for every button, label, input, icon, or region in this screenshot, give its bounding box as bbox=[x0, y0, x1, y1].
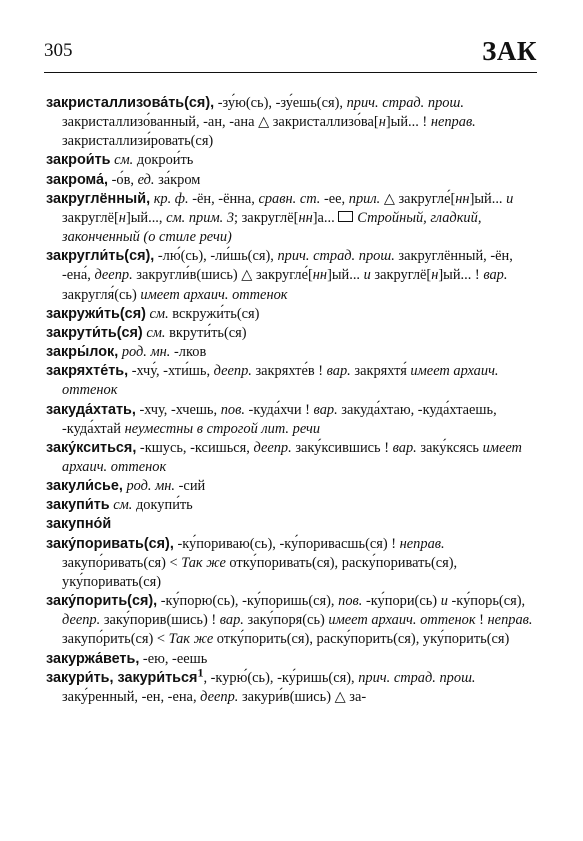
entry-label: Так же bbox=[181, 554, 226, 571]
entry-text: -ею, -еешь bbox=[139, 650, 208, 667]
entry-headword: заку́кситься, bbox=[46, 439, 137, 456]
entry-text: заку́поря(сь) bbox=[243, 612, 329, 629]
entry-text: -ее, bbox=[320, 190, 349, 207]
entry-text: закури́в(шись) △ за- bbox=[238, 688, 367, 705]
entry-text: закруглё[ bbox=[370, 267, 432, 284]
entry-headword: заку́порить(ся), bbox=[46, 593, 158, 610]
entry-text: -лков bbox=[170, 344, 207, 361]
entry-text: -куда́хчи ! bbox=[244, 401, 314, 418]
entry-text: закругли́в(шись) △ закругле́[ bbox=[132, 267, 313, 284]
entry-text: -хчу, -хчешь, bbox=[135, 401, 221, 418]
entry-label: имеет архаич. оттенок bbox=[62, 363, 499, 399]
entry-text: вскружи́ть(ся) bbox=[168, 305, 260, 322]
dictionary-entry bbox=[46, 496, 539, 515]
dictionary-entry bbox=[46, 247, 539, 304]
entry-label: см. bbox=[149, 305, 169, 322]
entry-text: закупо́рить(ся) < bbox=[62, 631, 169, 648]
entry-label: вар. bbox=[219, 612, 244, 629]
entry-label: деепр. bbox=[62, 612, 101, 629]
page-number: 305 bbox=[44, 40, 73, 61]
entry-label: прил. bbox=[348, 190, 381, 207]
dictionary-entry bbox=[46, 535, 539, 592]
entry-text: ]ый... ! bbox=[385, 114, 431, 131]
entry-headword: закуржа́веть, bbox=[46, 650, 140, 667]
entry-headword: закристаллизова́ть(ся), bbox=[46, 95, 215, 111]
entry-label: имеет архаич. оттенок bbox=[140, 286, 288, 303]
entry-text: закруглённый, -ён, -ена́, bbox=[62, 248, 513, 284]
entry-headword: закружи́ть(ся) bbox=[46, 305, 146, 322]
dictionary-entry bbox=[46, 650, 539, 669]
page-header bbox=[44, 38, 537, 73]
entry-text: отку́поривать(ся), раску́поривать(ся), уку́поривать(ся) bbox=[62, 554, 458, 590]
entry-label: и bbox=[440, 593, 448, 610]
entry-headword: закрути́ть(ся) bbox=[46, 324, 143, 341]
entry-label: сравн. ст. bbox=[258, 190, 321, 207]
entry-label: Так же bbox=[168, 631, 214, 648]
entry-text: ]ый... bbox=[469, 190, 507, 207]
entry-label: ед. bbox=[137, 171, 155, 188]
entry-label: неправ. bbox=[399, 535, 445, 552]
entry-label: неуместны в строгой лит. речи bbox=[124, 420, 321, 437]
entry-headword: закругли́ть(ся), bbox=[46, 248, 155, 265]
entry-text: △ закругле́[ bbox=[380, 190, 456, 207]
entry-label: см. bbox=[114, 152, 134, 169]
entry-label: см. прим. 3 bbox=[166, 209, 235, 226]
entry-label: неправ. bbox=[487, 612, 533, 629]
entry-label: н bbox=[431, 267, 439, 284]
dictionary-entry bbox=[46, 665, 539, 707]
entry-text: -ку́порю(сь), -ку́поришь(ся), bbox=[157, 593, 339, 610]
entry-text: заку́ксясь bbox=[416, 439, 483, 456]
entry-label: род. мн. bbox=[121, 344, 171, 361]
entry-text: ]ый..., bbox=[125, 209, 167, 226]
dictionary-entry bbox=[46, 151, 539, 170]
entry-label: деепр. bbox=[213, 363, 252, 380]
entry-text: закуда́хтаю, -куда́хтаешь, -куда́хтай bbox=[62, 401, 497, 437]
entry-headword: закры́лок, bbox=[46, 344, 119, 361]
entry-label: кр. ф. bbox=[153, 190, 189, 207]
entry-text: , -курю́(сь), -ку́ришь(ся), bbox=[203, 669, 359, 686]
entry-label: деепр. bbox=[253, 439, 292, 456]
entry-text: закряхте́в ! bbox=[251, 363, 327, 380]
dictionary-entry bbox=[46, 324, 539, 343]
running-head: ЗАК bbox=[482, 36, 537, 66]
homonym-index: 1 bbox=[197, 665, 204, 680]
entry-text: -зу́ю(сь), -зу́ешь(ся), bbox=[214, 95, 347, 111]
entry-text: заку́ренный, -ен, -ена, bbox=[62, 688, 201, 705]
entry-text: -хчу́, -хти́шь, bbox=[128, 363, 214, 380]
entry-label: и bbox=[506, 190, 514, 207]
dictionary-entry bbox=[46, 171, 539, 190]
entry-headword: закрои́ть bbox=[46, 152, 111, 169]
entry-label: нн bbox=[455, 190, 470, 207]
entry-headword: закури́ть, закури́ться bbox=[46, 669, 198, 686]
entry-label: нн bbox=[298, 209, 313, 226]
entry-headword: закряхте́ть, bbox=[46, 363, 129, 380]
dictionary-entry bbox=[46, 343, 539, 362]
entry-text: закряхтя́ bbox=[350, 363, 411, 380]
entry-text: вкрути́ть(ся) bbox=[165, 324, 247, 341]
dictionary-entry bbox=[46, 592, 539, 649]
entry-label: см. bbox=[146, 324, 166, 341]
entry-text: заку́ксившись ! bbox=[291, 439, 393, 456]
entry-label: нн bbox=[312, 267, 328, 284]
entry-label: имеет архаич. оттенок bbox=[62, 439, 522, 475]
entry-text: ! bbox=[475, 612, 488, 629]
entry-text: отку́порить(ся), раску́порить(ся), уку́порить(ся) bbox=[213, 631, 510, 648]
entry-text: -ку́порь(ся), bbox=[447, 593, 526, 610]
entry-text: -ён, -ённа, bbox=[188, 190, 259, 207]
entry-label: деепр. bbox=[94, 267, 133, 284]
entry-label: неправ. bbox=[430, 114, 476, 131]
entry-text: закристаллизи́ровать(ся) bbox=[62, 133, 214, 150]
entry-label: вар. bbox=[313, 401, 338, 418]
dictionary-entries bbox=[46, 94, 539, 707]
entry-text: докупи́ть bbox=[132, 497, 193, 514]
dictionary-entry bbox=[46, 401, 539, 439]
entry-label: пов. bbox=[220, 401, 245, 418]
entry-text: закристаллизо́ванный, -ан, -ана △ закристаллизо́ва[ bbox=[62, 114, 379, 131]
entry-headword: закруглённый, bbox=[46, 190, 151, 207]
dictionary-entry bbox=[46, 439, 539, 477]
entry-text: заку́порив(шись) ! bbox=[100, 612, 220, 629]
entry-label: имеет архаич. оттенок bbox=[328, 612, 476, 629]
dictionary-entry bbox=[46, 94, 539, 151]
entry-label: Стройный, гладкий, законченный (о стиле речи) bbox=[62, 209, 482, 246]
entry-label: прич. страд. прош. bbox=[358, 669, 476, 686]
entry-label: и bbox=[363, 267, 371, 284]
entry-text: -сий bbox=[175, 478, 206, 495]
entry-headword: закули́сье, bbox=[46, 478, 123, 495]
entry-text: ]а... bbox=[312, 209, 339, 226]
entry-label: вар. bbox=[326, 363, 351, 380]
entry-headword: закупи́ть bbox=[46, 497, 110, 514]
entry-text: -ку́пори(сь) bbox=[362, 593, 441, 610]
entry-label: н bbox=[378, 114, 386, 131]
entry-text: -лю́(сь), -ли́шь(ся), bbox=[154, 248, 278, 265]
entry-text: докрои́ть bbox=[133, 152, 194, 169]
dictionary-entry bbox=[46, 305, 539, 324]
entry-text: ; закруглё[ bbox=[234, 209, 299, 226]
entry-text: ]ый... ! bbox=[438, 267, 484, 284]
dictionary-entry bbox=[46, 515, 539, 534]
entry-label: род. мн. bbox=[126, 478, 176, 495]
entry-headword: закуда́хтать, bbox=[46, 401, 136, 418]
definition-box-icon bbox=[338, 211, 353, 222]
entry-label: прич. страд. прош. bbox=[346, 95, 464, 111]
entry-text: -о́в, bbox=[108, 171, 138, 188]
entry-label: н bbox=[118, 209, 126, 226]
entry-text: за́кром bbox=[154, 171, 201, 188]
entry-label: вар. bbox=[483, 267, 508, 284]
entry-text: -кшусь, -ксишься, bbox=[136, 439, 254, 456]
entry-label: пов. bbox=[338, 593, 363, 610]
entry-text: ]ый... bbox=[327, 267, 364, 284]
dictionary-entry bbox=[46, 190, 539, 247]
dictionary-entry bbox=[46, 477, 539, 496]
entry-headword: закрома́, bbox=[46, 171, 109, 188]
entry-label: вар. bbox=[392, 439, 417, 456]
entry-label: см. bbox=[113, 497, 133, 514]
entry-headword: заку́поривать(ся), bbox=[46, 535, 174, 552]
entry-text: закупо́ривать(ся) < bbox=[62, 554, 182, 571]
entry-text: закруглё[ bbox=[62, 209, 119, 226]
entry-text: закругля́(сь) bbox=[62, 286, 141, 303]
entry-label: прич. страд. прош. bbox=[277, 248, 395, 265]
entry-headword: закупно́й bbox=[46, 516, 112, 533]
entry-label: деепр. bbox=[200, 688, 239, 705]
dictionary-entry bbox=[46, 362, 539, 400]
entry-text: -ку́пориваю(сь), -ку́поривасшь(ся) ! bbox=[173, 535, 400, 552]
